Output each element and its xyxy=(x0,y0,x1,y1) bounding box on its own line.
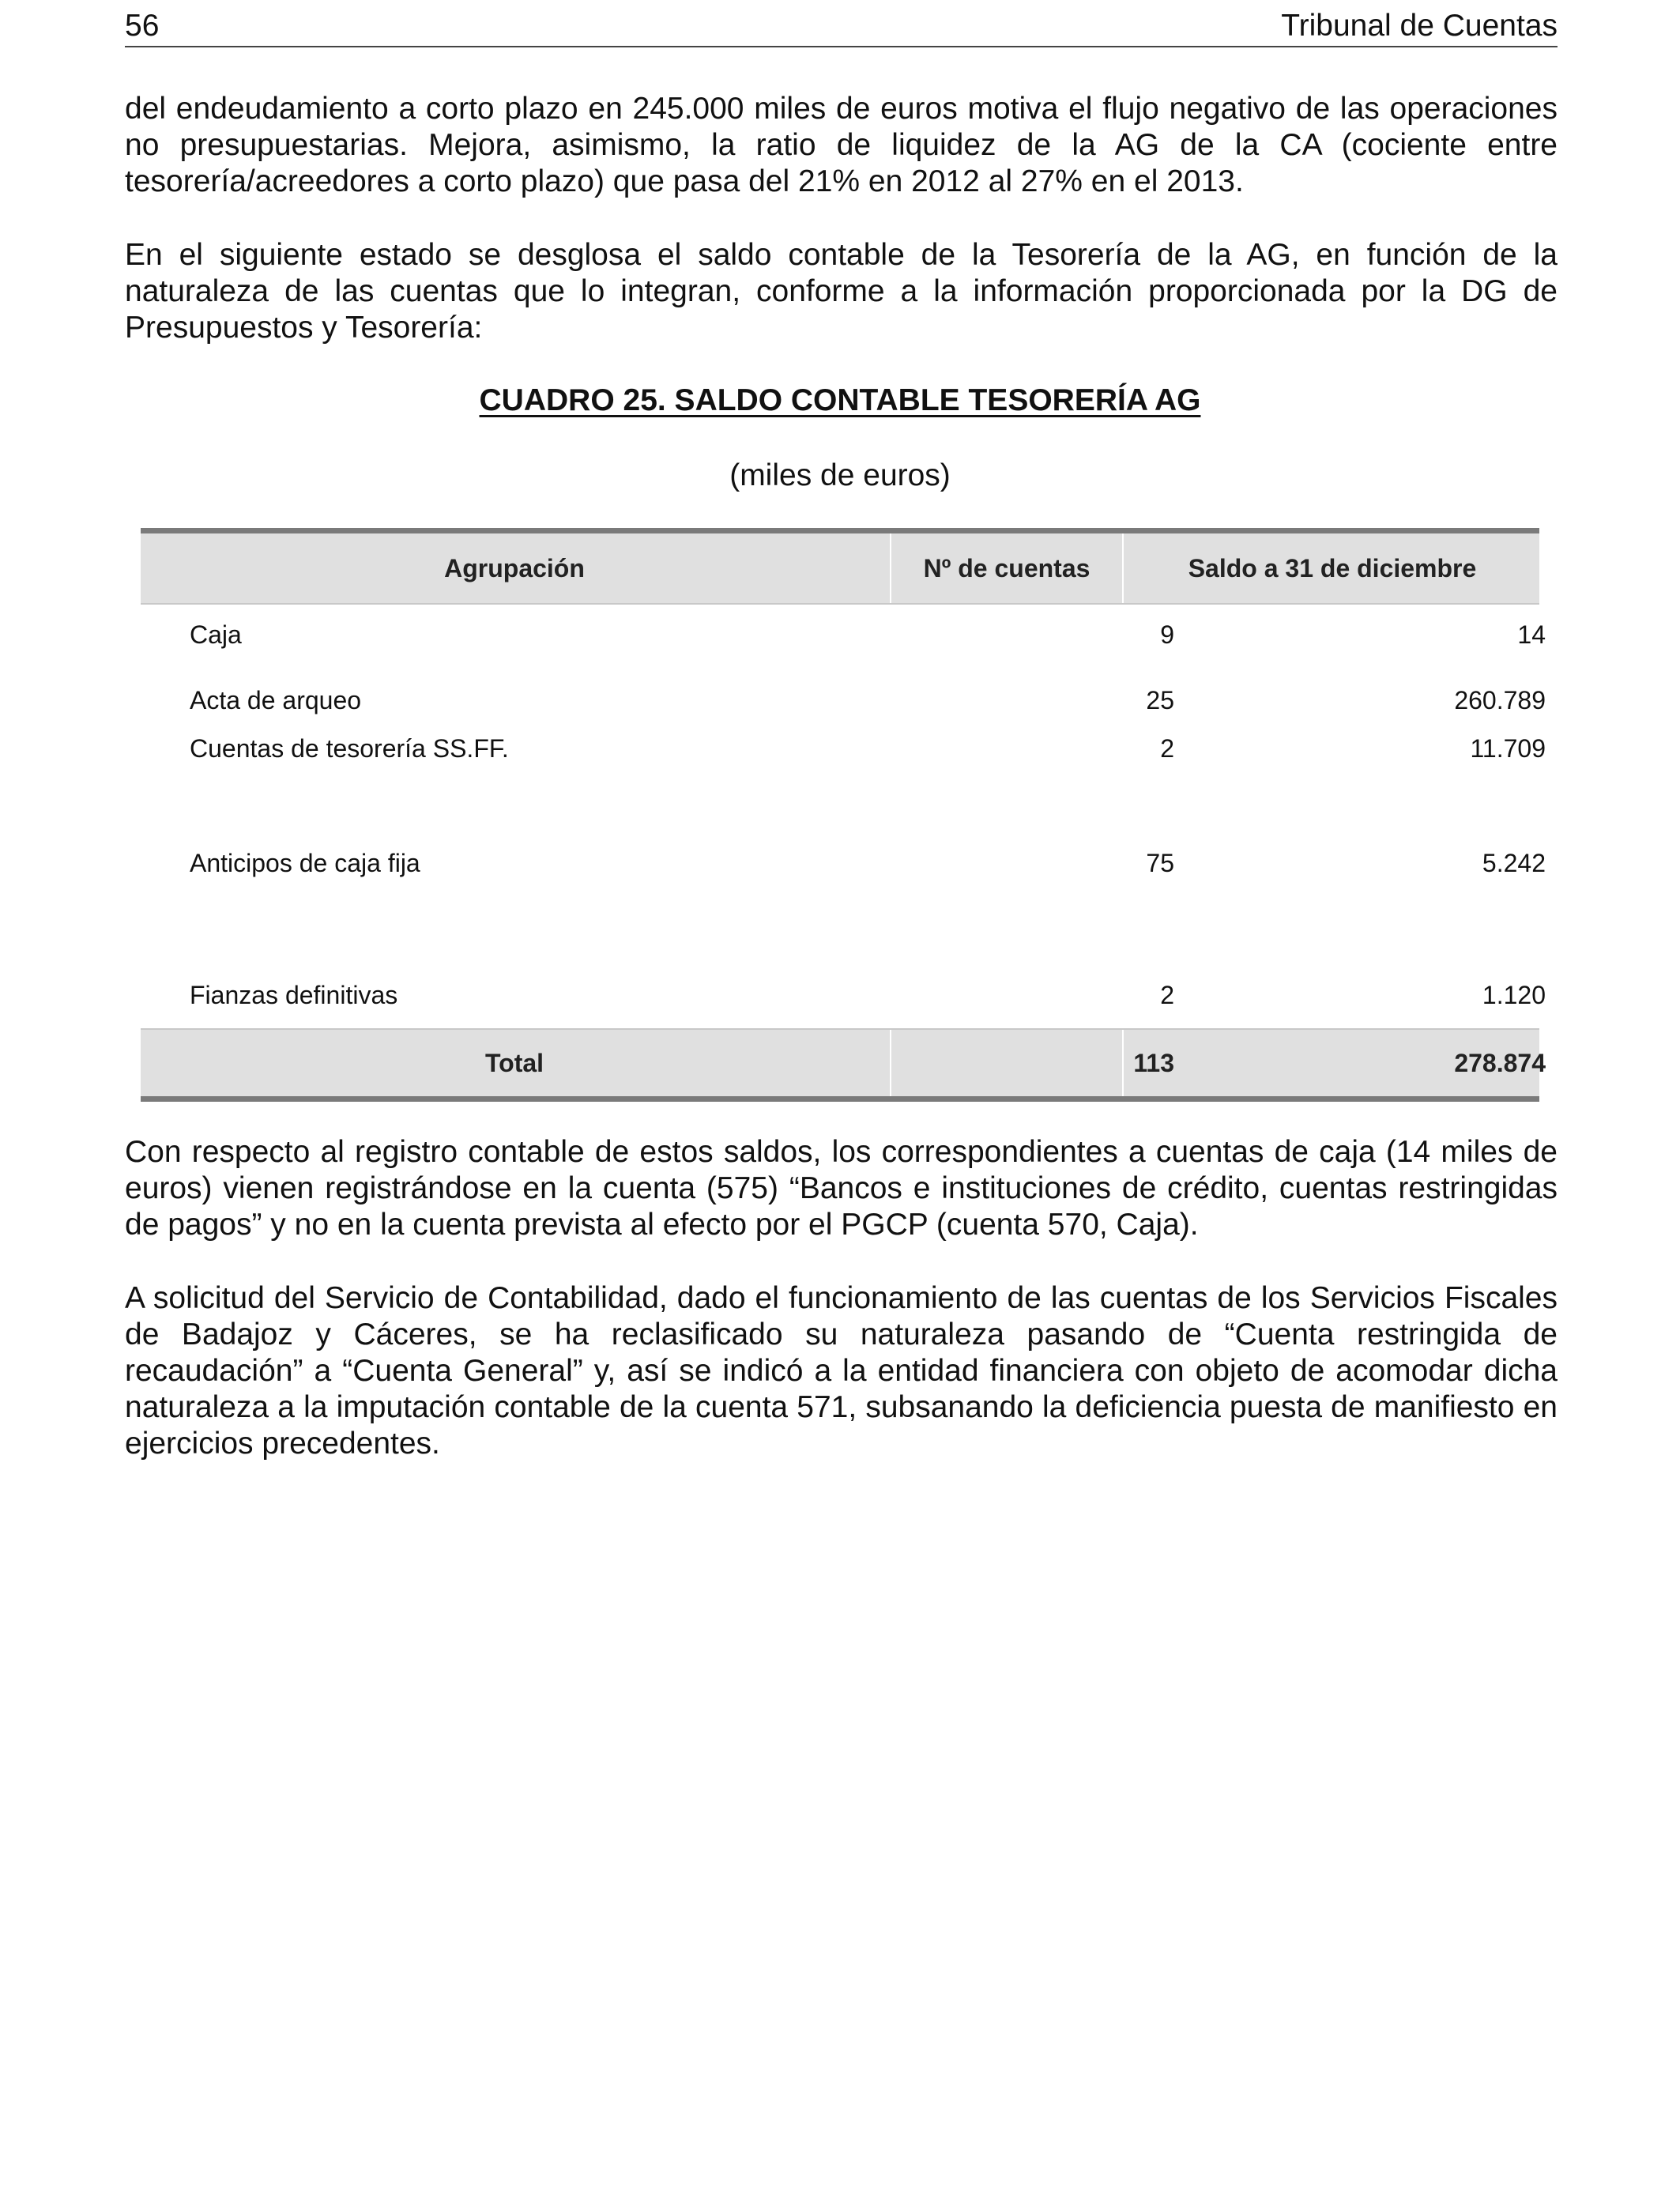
paragraph-intro: del endeudamiento a corto plazo en 245.000 miles de euros motiva el flujo negativo de las operaciones no presupuestarias. Mejora, asimismo, la ratio de liquidez de la AG de la CA (cociente entre tesorería/acreedores a corto plazo) que pasa del 21% en 2012 al 27% en el 2013. xyxy=(125,92,1558,198)
table-row xyxy=(141,978,1546,1012)
table-title-text: CUADRO 25. SALDO CONTABLE TESORERÍA AG xyxy=(479,383,1201,417)
cell-agrupacion: Acta de arqueo xyxy=(190,686,362,714)
total-label: Total xyxy=(484,1049,544,1077)
cell-num-cuentas: 9 xyxy=(1160,620,1174,649)
cell-num-cuentas: 75 xyxy=(1146,849,1174,877)
table-row xyxy=(141,846,1546,880)
cell-num-cuentas: 25 xyxy=(1146,686,1174,714)
column-header-num-cuentas: Nº de cuentas xyxy=(890,533,1122,603)
cell-agrupacion: Caja xyxy=(190,620,242,649)
page-number: 56 xyxy=(125,9,160,43)
table-row xyxy=(141,731,1546,766)
table-header-row xyxy=(141,533,1539,605)
paragraph-table-intro: En el siguiente estado se desglosa el saldo contable de la Tesorería de la AG, en función de la naturaleza de las cuentas que lo integran, conforme a la información proporcionada por la DG de Presupuestos y Tesorería: xyxy=(125,238,1558,345)
table-body xyxy=(141,605,1546,1028)
paragraph-accounting-record: Con respecto al registro contable de estos saldos, los correspondientes a cuentas de caja (14 miles de euros) vienen registrándose en la cuenta (575) “Bancos e instituciones de crédito, cuentas restringidas de pagos” y no en la cuenta prevista al efecto por el PGCP (cuenta 570, Caja). xyxy=(125,1135,1558,1242)
total-saldo: 278.874 xyxy=(1454,1049,1546,1077)
table-total-row xyxy=(141,1028,1546,1096)
total-num-cuentas: 113 xyxy=(1133,1049,1174,1077)
cell-num-cuentas: 2 xyxy=(1160,734,1174,763)
cell-agrupacion: Fianzas definitivas xyxy=(190,981,398,1009)
paragraph-reclassification: A solicitud del Servicio de Contabilidad, dado el funcionamiento de las cuentas de los Servicios Fiscales de Badajoz y Cáceres, se ha reclasificado su naturaleza pasando de “Cuenta restringida de recaudación” a “Cuenta General” y, así se indicó a la entidad financiera con objeto de acomodar dicha naturaleza a la imputación contable de la cuenta 571, subsanando la deficiencia puesta de manifiesto en ejercicios precedentes. xyxy=(125,1281,1558,1461)
cell-saldo: 5.242 xyxy=(1482,849,1546,877)
cell-num-cuentas: 2 xyxy=(1160,981,1174,1009)
cell-saldo: 1.120 xyxy=(1482,981,1546,1009)
cell-saldo: 11.709 xyxy=(1470,734,1546,763)
column-header-saldo: Saldo a 31 de diciembre xyxy=(1122,533,1541,603)
cell-agrupacion: Anticipos de caja fija xyxy=(190,849,420,877)
table-row xyxy=(141,683,1546,718)
table-units: (miles de euros) xyxy=(729,458,951,492)
cell-saldo: 14 xyxy=(1517,620,1546,649)
running-title: Tribunal de Cuentas xyxy=(1281,9,1558,43)
cell-saldo: 260.789 xyxy=(1454,686,1546,714)
page-header xyxy=(125,6,1558,47)
cell-agrupacion: Cuentas de tesorería SS.FF. xyxy=(190,734,509,763)
table-row xyxy=(141,617,1546,652)
table-title xyxy=(0,381,1680,420)
treasury-balance-table xyxy=(141,528,1546,1102)
column-header-agrupacion: Agrupación xyxy=(444,554,585,582)
